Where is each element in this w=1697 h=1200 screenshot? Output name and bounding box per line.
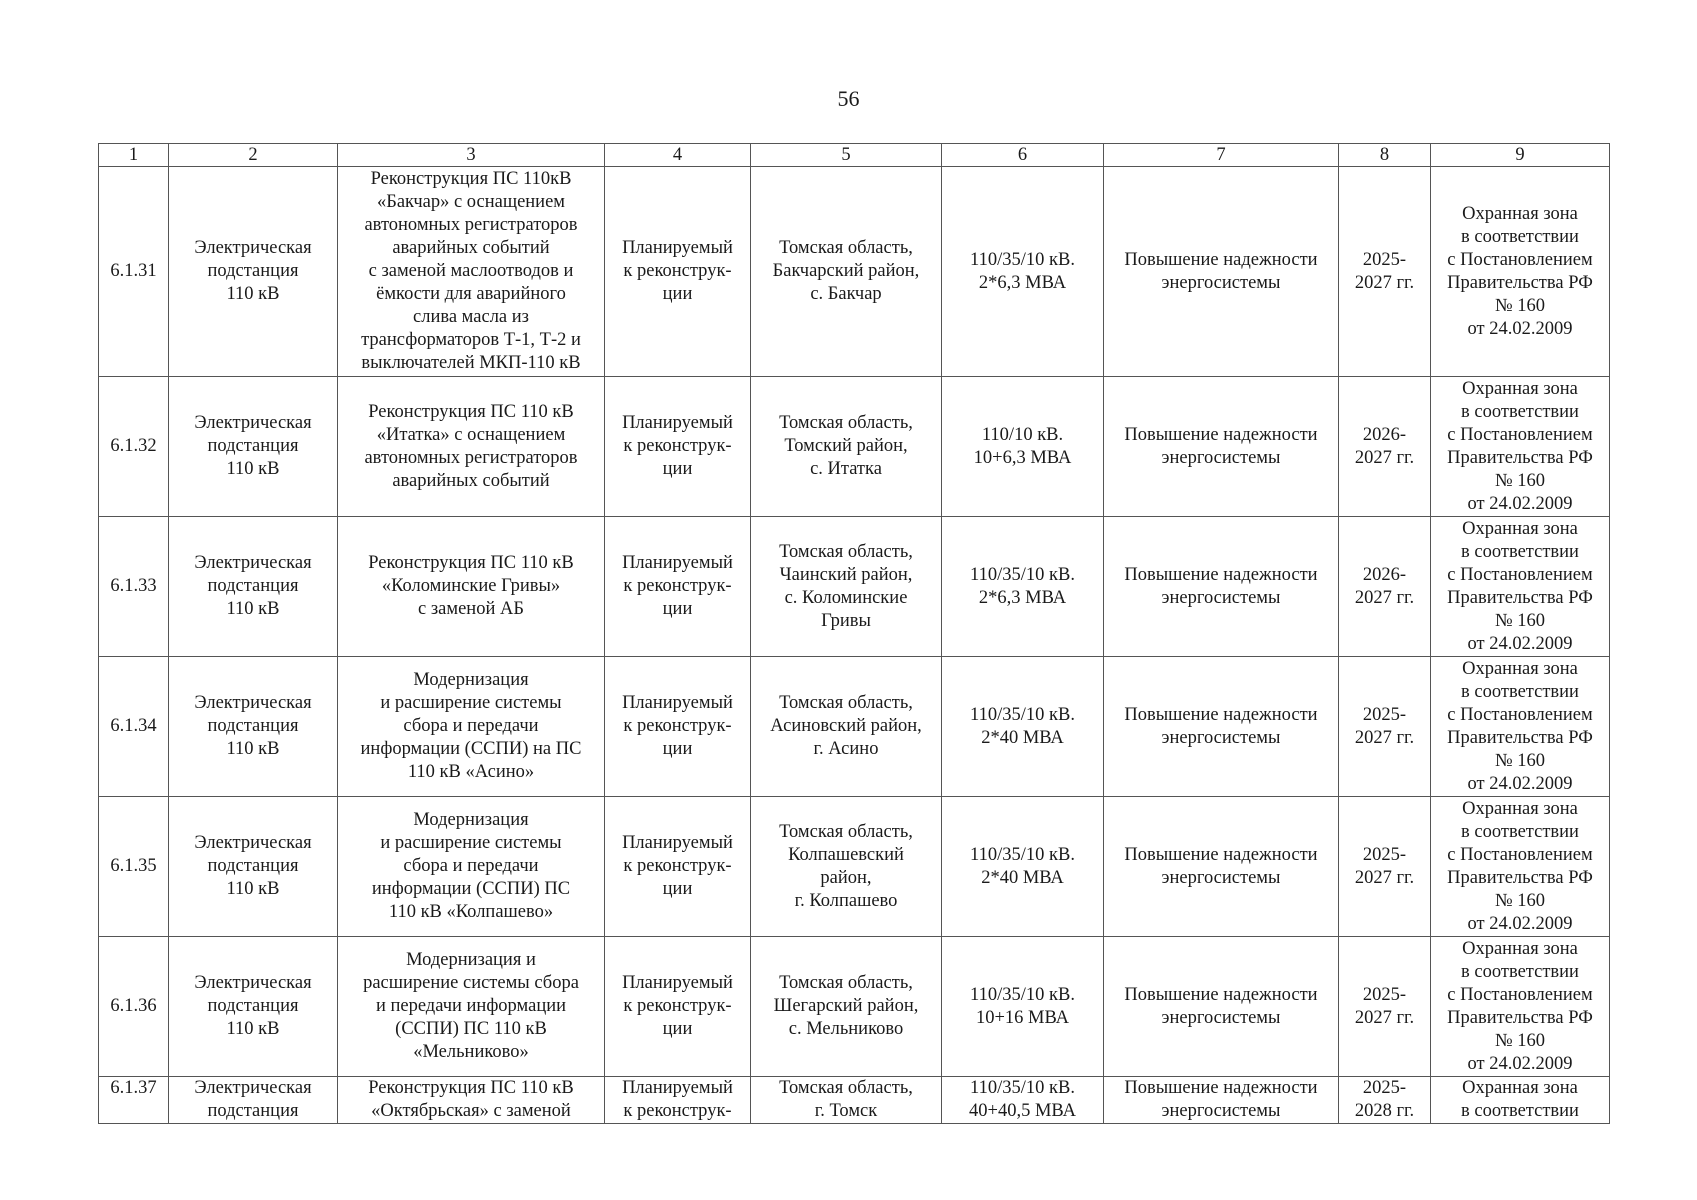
object-location: Томская область, Шегарский район, с. Мельниково — [773, 973, 919, 1039]
object-parameters-cell — [942, 517, 1104, 657]
column-header: 3 — [338, 144, 605, 167]
object-parameters-cell — [942, 377, 1104, 517]
object-parameters: 110/35/10 кВ. 40+40,5 МВА — [969, 1078, 1076, 1121]
object-name-cell — [338, 167, 605, 377]
column-header: 7 — [1104, 144, 1339, 167]
object-status-cell — [605, 1077, 751, 1124]
object-location: Томская область, Чаинский район, с. Коломинские Гривы — [779, 541, 913, 631]
object-name-cell — [338, 797, 605, 937]
object-location: Томская область, г. Томск — [779, 1078, 913, 1121]
column-header: 2 — [169, 144, 338, 167]
implementation-period: 2025- 2028 гг. — [1354, 1078, 1415, 1121]
object-status-cell — [605, 167, 751, 377]
object-type-cell — [169, 377, 338, 517]
object-status-cell — [605, 797, 751, 937]
object-purpose: Повышение надежности энергосистемы — [1124, 424, 1318, 468]
object-parameters: 110/35/10 кВ. 10+16 МВА — [970, 984, 1075, 1028]
object-purpose: Повышение надежности энергосистемы — [1124, 704, 1318, 748]
object-location: Томская область, Бакчарский район, с. Бакчар — [772, 238, 920, 304]
object-name: Реконструкция ПС 110 кВ «Октябрьская» с заменой — [368, 1078, 574, 1121]
object-location-cell — [751, 517, 942, 657]
object-type: Электрическая подстанция 110 кВ — [194, 973, 312, 1039]
table-body — [99, 144, 1610, 1124]
object-name: Модернизация и расширение системы сбора и передачи информации (ССПИ) на ПС 110 кВ «Асино» — [360, 670, 582, 782]
object-parameters-cell — [942, 167, 1104, 377]
object-purpose: Повышение надежности энергосистемы — [1124, 984, 1318, 1028]
object-status-cell — [605, 657, 751, 797]
row-number: 6.1.36 — [110, 996, 157, 1016]
protection-zone: Охранная зона в соответствии с Постановлением Правительства РФ № 160 от 24.02.2009 — [1447, 378, 1593, 514]
table-row — [99, 657, 1610, 797]
row-number: 6.1.33 — [110, 576, 157, 596]
protection-zone: Охранная зона в соответствии — [1461, 1078, 1579, 1121]
row-number: 6.1.34 — [110, 716, 157, 736]
column-header: 5 — [751, 144, 942, 167]
row-number-cell — [99, 517, 169, 657]
object-location-cell — [751, 167, 942, 377]
object-type-cell — [169, 797, 338, 937]
object-parameters-cell — [942, 937, 1104, 1077]
page-number: 56 — [837, 86, 860, 111]
row-number: 6.1.32 — [110, 436, 157, 456]
object-name: Реконструкция ПС 110 кВ «Коломинские Гривы» с заменой АБ — [368, 553, 574, 619]
object-parameters: 110/35/10 кВ. 2*6,3 МВА — [970, 564, 1075, 608]
table-header-row — [99, 144, 1610, 167]
implementation-period-cell — [1339, 517, 1431, 657]
object-status: Планируемый к реконструк- ции — [622, 238, 733, 304]
protection-zone-cell — [1431, 657, 1610, 797]
object-status-cell — [605, 937, 751, 1077]
object-parameters: 110/35/10 кВ. 2*40 МВА — [970, 704, 1075, 748]
object-name: Реконструкция ПС 110кВ «Бакчар» с оснащением автономных регистраторов аварийных событий с заменой маслоотводов и ёмкости для аварийного слива масла из трансформаторов Т-1, Т-2 и выключателей МКП-110 кВ — [361, 169, 581, 373]
object-parameters-cell — [942, 797, 1104, 937]
implementation-period-cell — [1339, 657, 1431, 797]
implementation-period: 2026- 2027 гг. — [1354, 424, 1415, 468]
object-type: Электрическая подстанция 110 кВ — [194, 238, 312, 304]
table-row — [99, 167, 1610, 377]
object-purpose-cell — [1104, 797, 1339, 937]
table-row — [99, 937, 1610, 1077]
object-type-cell — [169, 1077, 338, 1124]
protection-zone-cell — [1431, 167, 1610, 377]
row-number-cell — [99, 657, 169, 797]
protection-zone-cell — [1431, 1077, 1610, 1124]
implementation-period: 2025- 2027 гг. — [1354, 844, 1415, 888]
object-name-cell — [338, 657, 605, 797]
row-number-cell — [99, 167, 169, 377]
implementation-period-cell — [1339, 797, 1431, 937]
object-location: Томская область, Томский район, с. Итатка — [779, 413, 913, 479]
implementation-period: 2025- 2027 гг. — [1354, 704, 1415, 748]
object-status: Планируемый к реконструк- ции — [622, 833, 733, 899]
object-type: Электрическая подстанция — [194, 1078, 312, 1121]
object-purpose-cell — [1104, 377, 1339, 517]
implementation-period-cell — [1339, 167, 1431, 377]
object-status-cell — [605, 517, 751, 657]
object-parameters: 110/35/10 кВ. 2*40 МВА — [970, 844, 1075, 888]
table-row — [99, 377, 1610, 517]
table-row — [99, 517, 1610, 657]
column-header: 1 — [99, 144, 169, 167]
object-purpose-cell — [1104, 937, 1339, 1077]
protection-zone-cell — [1431, 937, 1610, 1077]
object-type: Электрическая подстанция 110 кВ — [194, 693, 312, 759]
object-name-cell — [338, 517, 605, 657]
object-location-cell — [751, 797, 942, 937]
object-status: Планируемый к реконструк- ции — [622, 413, 733, 479]
object-parameters: 110/35/10 кВ. 2*6,3 МВА — [970, 249, 1075, 293]
object-status: Планируемый к реконструк- — [622, 1078, 733, 1121]
row-number: 6.1.37 — [110, 1078, 157, 1098]
table-row — [99, 797, 1610, 937]
object-parameters-cell — [942, 1077, 1104, 1124]
protection-zone: Охранная зона в соответствии с Постановлением Правительства РФ № 160 от 24.02.2009 — [1447, 938, 1593, 1074]
protection-zone-cell — [1431, 797, 1610, 937]
object-status: Планируемый к реконструк- ции — [622, 973, 733, 1039]
column-header: 8 — [1339, 144, 1431, 167]
column-header: 9 — [1431, 144, 1610, 167]
object-status: Планируемый к реконструк- ции — [622, 553, 733, 619]
object-purpose-cell — [1104, 167, 1339, 377]
implementation-period: 2026- 2027 гг. — [1354, 564, 1415, 608]
protection-zone: Охранная зона в соответствии с Постановлением Правительства РФ № 160 от 24.02.2009 — [1447, 798, 1593, 934]
object-type-cell — [169, 167, 338, 377]
object-type-cell — [169, 657, 338, 797]
object-type: Электрическая подстанция 110 кВ — [194, 833, 312, 899]
row-number-cell — [99, 377, 169, 517]
object-purpose: Повышение надежности энергосистемы — [1124, 1078, 1318, 1121]
object-purpose: Повышение надежности энергосистемы — [1124, 564, 1318, 608]
object-location-cell — [751, 377, 942, 517]
implementation-period-cell — [1339, 1077, 1431, 1124]
object-purpose-cell — [1104, 657, 1339, 797]
row-number-cell — [99, 1077, 169, 1124]
object-type: Электрическая подстанция 110 кВ — [194, 413, 312, 479]
object-name-cell — [338, 1077, 605, 1124]
object-name: Модернизация и расширение системы сбора и передачи информации (ССПИ) ПС 110 кВ «Мельниково» — [363, 950, 579, 1062]
implementation-period-cell — [1339, 937, 1431, 1077]
object-purpose-cell — [1104, 1077, 1339, 1124]
object-status: Планируемый к реконструк- ции — [622, 693, 733, 759]
object-type-cell — [169, 937, 338, 1077]
object-parameters-cell — [942, 657, 1104, 797]
row-number-cell — [99, 797, 169, 937]
objects-table — [98, 143, 1610, 1124]
row-number-cell — [99, 937, 169, 1077]
row-number: 6.1.35 — [110, 856, 157, 876]
implementation-period: 2025- 2027 гг. — [1354, 984, 1415, 1028]
object-status-cell — [605, 377, 751, 517]
protection-zone-cell — [1431, 517, 1610, 657]
protection-zone: Охранная зона в соответствии с Постановлением Правительства РФ № 160 от 24.02.2009 — [1447, 203, 1593, 339]
object-location-cell — [751, 937, 942, 1077]
column-header: 4 — [605, 144, 751, 167]
object-name: Реконструкция ПС 110 кВ «Итатка» с оснащением автономных регистраторов аварийных событий — [364, 401, 578, 491]
object-purpose-cell — [1104, 517, 1339, 657]
object-name-cell — [338, 937, 605, 1077]
table-row — [99, 1077, 1610, 1124]
object-name-cell — [338, 377, 605, 517]
object-purpose: Повышение надежности энергосистемы — [1124, 249, 1318, 293]
object-location: Томская область, Асиновский район, г. Асино — [770, 693, 922, 759]
object-type-cell — [169, 517, 338, 657]
row-number: 6.1.31 — [110, 261, 157, 281]
protection-zone-cell — [1431, 377, 1610, 517]
protection-zone: Охранная зона в соответствии с Постановлением Правительства РФ № 160 от 24.02.2009 — [1447, 518, 1593, 654]
implementation-period-cell — [1339, 377, 1431, 517]
object-parameters: 110/10 кВ. 10+6,3 МВА — [973, 424, 1072, 468]
object-location-cell — [751, 657, 942, 797]
implementation-period: 2025- 2027 гг. — [1354, 249, 1415, 293]
object-type: Электрическая подстанция 110 кВ — [194, 553, 312, 619]
object-location: Томская область, Колпашевский район, г. Колпашево — [779, 821, 913, 911]
protection-zone: Охранная зона в соответствии с Постановлением Правительства РФ № 160 от 24.02.2009 — [1447, 658, 1593, 794]
object-location-cell — [751, 1077, 942, 1124]
object-purpose: Повышение надежности энергосистемы — [1124, 844, 1318, 888]
column-header: 6 — [942, 144, 1104, 167]
object-name: Модернизация и расширение системы сбора и передачи информации (ССПИ) ПС 110 кВ «Колпашево» — [371, 810, 571, 922]
